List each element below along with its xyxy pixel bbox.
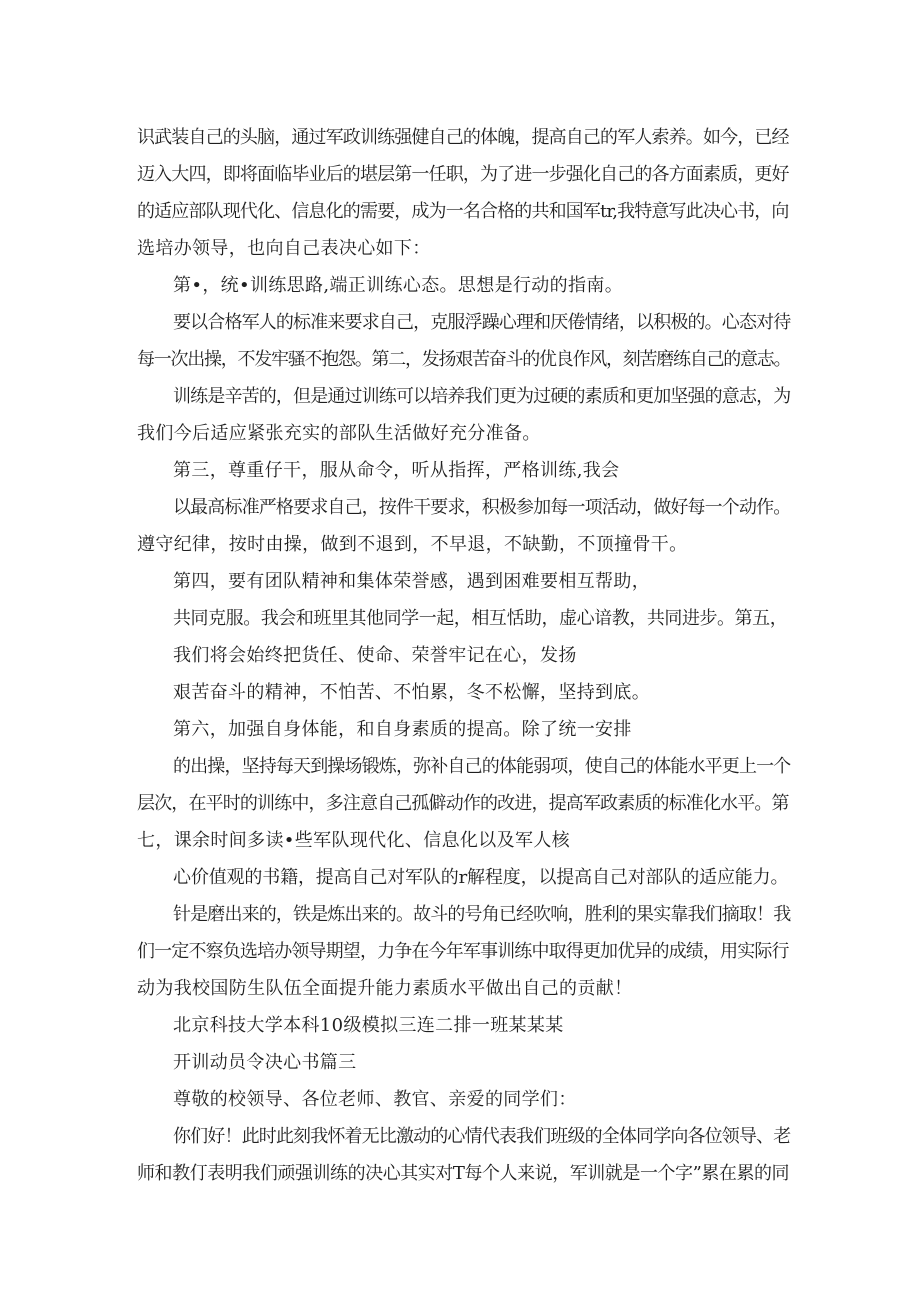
- text-line: 以最高标准严格要求自己，按件干要求，积极参加每一项活动，做好每一个动作。: [173, 497, 791, 518]
- text-line: 识武装自己的头脑，通过军政训练强健自己的体魄，提高自己的军人索养。如今，已经: [137, 127, 789, 148]
- text-line: 你们好！此时此刻我怀着无比激动的心情代表我们班级的全体同学向各位领导、老: [173, 1126, 791, 1147]
- text-line: 艰苦奋斗的精神，不怕苦、不怕累，冬不松懈，坚持到底。: [173, 682, 651, 703]
- section-title: 开训动员令决心书篇三: [173, 1052, 357, 1073]
- text-line: 的出操，坚持每天到操场锻炼，弥补自己的体能弱项，使自己的体能水平更上一个: [173, 756, 791, 777]
- text-line: 遵守纪律，按时由操，做到不退到，不早退，不缺勤，不顶撞骨干。: [137, 534, 688, 555]
- text-line: 我们将会始终把货任、使命、荣誉牢记在心，发扬: [173, 645, 577, 666]
- text-line: 层次，在平时的训练中，多注意自己孤僻动作的改进，提高军政素质的标准化水平。第: [137, 793, 789, 814]
- text-line: 选培办领导，也向自己表决心如下：: [137, 238, 431, 259]
- text-line: 要以合格军人的标准来要求自己，克服浮躁心理和厌倦情绪，以积极的。心态对待: [173, 312, 791, 333]
- salutation-line: 尊敬的校领导、各位老师、教官、亲爱的同学们：: [173, 1089, 577, 1110]
- text-line: 动为我校国防生队伍全面提升能力素质水平做出自己的贡献！: [137, 978, 633, 999]
- text-line: 第四，要有团队精神和集体荣誉感，遇到困难要相互帮助，: [173, 571, 651, 592]
- text-line: 们一定不察负选培办领导期望，力争在今年军事训练中取得更加优异的成绩，用实际行: [137, 941, 789, 962]
- text-line: 共同克服。我会和班里其他同学一起，相互恬助，虚心谙教，共同进步。第五，: [173, 608, 788, 629]
- text-line: 迈入大四，即将面临毕业后的堪层第一任职，为了进一步强化自己的各方面素质，更好: [137, 164, 789, 185]
- text-line: 七，课余时间多读•些军队现代化、信息化以及军人核: [137, 830, 571, 851]
- text-line: 每一次出操，不发牢骚不抱怨。第二，发扬艰苦奋斗的优良作风，刻苦磨练自己的意志。: [137, 349, 791, 370]
- text-line: 第三，尊重仔干，服从命令，听从指挥，严格训练,我会: [173, 460, 620, 481]
- text-line: 师和教仃表明我们顽强训练的决心其实对T每个人来说，军训就是一个字”累在累的同: [137, 1163, 790, 1184]
- text-line: 训练是辛苦的，但是通过训练可以培养我们更为过硬的素质和更加坚强的意志，为: [173, 386, 791, 407]
- text-line: 的适应部队现代化、信息化的需要，成为一名合格的共和国军tr,我特意写此决心书，向: [137, 201, 789, 222]
- text-line: 我们今后适应紧张充实的部队生活做好充分准备。: [137, 423, 541, 444]
- text-line: 第六，加强自身体能，和自身素质的提高。除了统一安排: [173, 719, 632, 740]
- signature-line: 北京科技大学本科10级模拟三连二排一班某某某: [173, 1015, 564, 1036]
- text-line: 针是磨出来的，铁是炼出来的。故斗的号角已经吹响，胜利的果实靠我们摘取！我: [173, 904, 791, 925]
- text-line: 第•，统•训练思路,端正训练心态。思想是行动的指南。: [173, 275, 624, 296]
- text-line: 心价值观的书籍，提高自己对军队的r解程度，以提高自己对部队的适应能力。: [173, 867, 789, 888]
